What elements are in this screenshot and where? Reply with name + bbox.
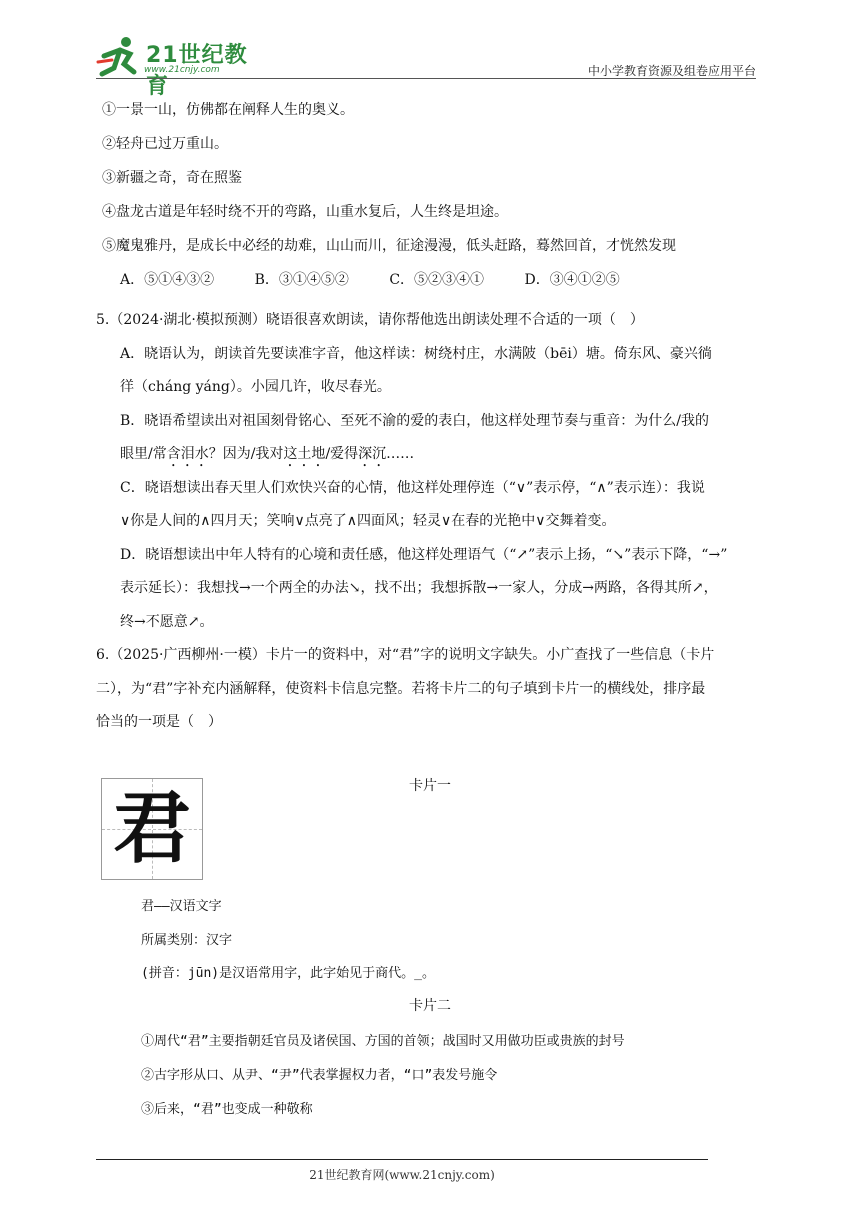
- q5-option-b-line2: 眼里/常含泪水？因为/我对这土地/爱得深沉……: [120, 446, 415, 462]
- card-1-title: 卡片一: [409, 778, 451, 794]
- card-1-line-2: 所属类别：汉字: [141, 933, 233, 948]
- logo-text: 21世纪教育: [146, 43, 248, 99]
- header-divider: [96, 78, 756, 79]
- character-box: [101, 778, 203, 880]
- q4-item-3: ③新疆之奇，奇在照鉴: [102, 170, 242, 186]
- card-2-title: 卡片二: [409, 998, 451, 1014]
- stressed-text-1: 含泪水: [166, 446, 209, 462]
- stressed-text-3: 深沉: [358, 446, 387, 462]
- q4-option-d: D．③④①②⑤: [524, 272, 620, 288]
- page-header: [96, 34, 756, 99]
- q4-option-b: B．③①④⑤②: [254, 272, 349, 288]
- q4-item-2: ②轻舟已过万重山。: [102, 136, 228, 152]
- q4-options: [102, 270, 762, 304]
- q6-stem-line2: 二），为“君”字补充内涵解释，使资料卡信息完整。若将卡片二的句子填到卡片一的横线处，排序最: [96, 680, 706, 697]
- runner-logo-icon: [96, 34, 146, 78]
- stressed-text-2: 这土地: [283, 446, 326, 462]
- site-logo: [96, 34, 256, 99]
- card-2-line-2: ②古字形从口、从尹、“尹”代表掌握权力者，“口”表发号施令: [141, 1068, 498, 1083]
- q5-option-a-line2: 徉（cháng yáng）。小园几许，收尽春光。: [120, 379, 391, 395]
- q4-option-a: A．⑤①④③②: [120, 272, 215, 288]
- question-5: [96, 304, 762, 639]
- footer-text: 21世纪教育网(www.21cnjy.com): [309, 1168, 495, 1182]
- question-6: [96, 639, 762, 740]
- card-1-line-3: (拼音：jūn)是汉语常用字，此字始见于商代。_。: [141, 966, 435, 981]
- q5-option-c-line1: C．晓语想读出春天里人们欢快兴奋的心情，他这样处理停连（“∨”表示停，“∧”表示连）：我说: [120, 479, 705, 496]
- q5-option-c-line2: ∨你是人间的∧四月天；笑响∨点亮了∧四面风；轻灵∨在春的光艳中∨交舞着变。: [120, 513, 616, 529]
- platform-name: 中小学教育资源及组卷应用平台: [587, 64, 756, 78]
- q4-item-1: ①一景一山，仿佛都在阐释人生的奥义。: [102, 102, 354, 118]
- card-1-line-1: 君——汉语文字: [141, 899, 222, 914]
- q5-stem: 5.（2024·湖北·模拟预测）晓语很喜欢朗读，请你帮他选出朗读处理不合适的一项（ ）: [96, 312, 644, 328]
- q4-option-c: C．⑤②③④①: [389, 272, 485, 288]
- card-2-line-1: ①周代“君”主要指朝廷官员及诸侯国、方国的首领；战国时又用做功臣或贵族的封号: [141, 1034, 625, 1049]
- character-glyph: 君: [112, 784, 191, 874]
- q5-option-d-line3: 终→不愿意↗。: [120, 613, 214, 630]
- q4-item-5: ⑤魔鬼雅丹，是成长中必经的劫难，山山而川，征途漫漫，低头赶路，蓦然回首，才恍然发现: [102, 238, 676, 254]
- question-content: [96, 100, 762, 740]
- q5-option-a-line1: A．晓语认为，朗读首先要读准字音，他这样读：树绕村庄，水满陂（bēi）塘。倚东风、豪兴徜: [120, 345, 712, 362]
- logo-url: www.21cnjy.com: [144, 65, 220, 75]
- q6-stem-line1: 6.（2025·广西柳州·一模）卡片一的资料中，对“君”字的说明文字缺失。小广查找了一些信息（卡片: [96, 647, 715, 663]
- card-2-line-3: ③后来，“君”也变成一种敬称: [141, 1102, 313, 1117]
- q4-item-4: ④盘龙古道是年轻时绕不开的弯路，山重水复后，人生终是坦途。: [102, 204, 508, 220]
- q6-stem-line3: 恰当的一项是（ ）: [96, 714, 222, 730]
- q5-option-b-line1: B．晓语希望读出对祖国刻骨铭心、至死不渝的爱的表白，他这样处理节奏与重音：为什么/我的: [120, 412, 710, 429]
- footer-divider: [96, 1159, 708, 1160]
- q5-option-d-line2: 表示延长）：我想找→一个两全的办法↘，找不出；我想拆散→一家人，分成→两路，各得其所↗，: [120, 580, 718, 596]
- q5-option-d-line1: D．晓语想读出中年人特有的心境和责任感，他这样处理语气（“↗”表示上扬，“↘”表示下降，“→”: [120, 546, 728, 563]
